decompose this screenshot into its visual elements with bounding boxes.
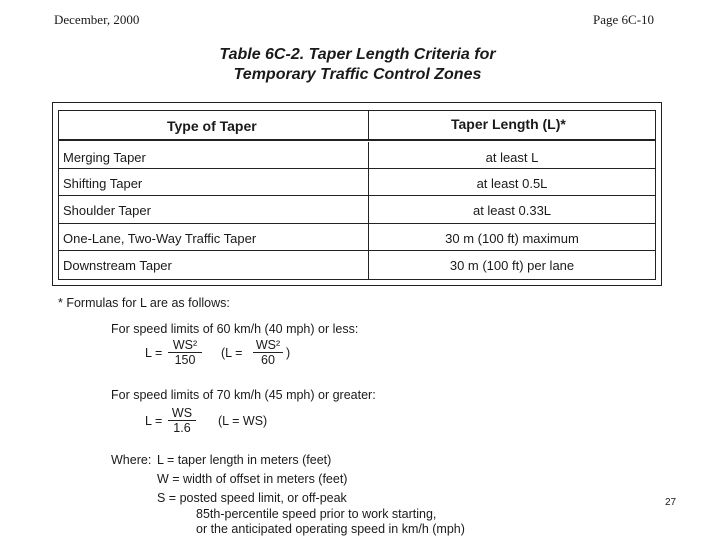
low-speed-fraction: [168, 338, 202, 367]
fraction-numerator: WS: [168, 406, 196, 421]
taper-table: [58, 110, 656, 280]
fraction-denominator: 60: [261, 353, 275, 367]
table-row: [59, 251, 655, 279]
alt-l-equals: (L =: [221, 346, 243, 360]
low-speed-alt-fraction: [253, 338, 283, 367]
where-s-definition-cont: or the anticipated operating speed in km/h (mph): [196, 522, 465, 536]
table-row: [59, 142, 655, 169]
taper-type: Downstream Taper: [63, 258, 172, 273]
taper-type: Merging Taper: [63, 150, 146, 165]
table-row: [59, 224, 655, 251]
fraction-numerator: WS²: [168, 338, 202, 353]
fraction-numerator: WS²: [253, 338, 283, 353]
taper-type: Shifting Taper: [63, 176, 143, 191]
taper-length: 30 m (100 ft) per lane: [449, 258, 575, 273]
where-label: Where:: [111, 453, 152, 467]
taper-type: Shoulder Taper: [63, 203, 151, 218]
slide-number: 27: [665, 497, 677, 508]
column-header-type: Type of Taper: [167, 118, 257, 134]
table-header-row: [59, 111, 655, 141]
header-date: December, 2000: [54, 12, 140, 27]
where-s-definition: S = posted speed limit, or off-peak: [157, 491, 347, 505]
table-title: [0, 45, 720, 85]
taper-length: 30 m (100 ft) maximum: [445, 231, 579, 246]
paren-close: ): [286, 346, 291, 360]
title-line-1: Table 6C-2. Taper Length Criteria for: [219, 46, 496, 63]
formulas-heading: * Formulas for L are as follows:: [58, 296, 230, 310]
low-speed-label: For speed limits of 60 km/h (40 mph) or less:: [111, 322, 359, 336]
table-row: [59, 169, 655, 196]
table-row: [59, 196, 655, 224]
taper-length: at least 0.5L: [476, 176, 548, 191]
low-speed-l-equals: L =: [145, 346, 163, 360]
fraction-denominator: 150: [174, 353, 196, 367]
title-line-2: Temporary Traffic Control Zones: [233, 66, 482, 83]
where-l-definition: L = taper length in meters (feet): [157, 453, 332, 467]
where-w-definition: W = width of offset in meters (feet): [157, 472, 348, 486]
high-speed-l-equals: L =: [145, 414, 163, 428]
high-speed-label: For speed limits of 70 km/h (45 mph) or greater:: [111, 388, 376, 402]
column-header-length: Taper Length (L)*: [451, 116, 566, 132]
header-page: Page 6C-10: [593, 12, 655, 27]
fraction-denominator: 1.6: [173, 421, 191, 435]
high-speed-fraction: [168, 406, 196, 435]
high-speed-alt: (L = WS): [218, 414, 268, 428]
taper-length: at least 0.33L: [472, 203, 552, 218]
where-s-definition-cont: 85th-percentile speed prior to work starting,: [196, 507, 437, 521]
taper-length: at least L: [485, 150, 539, 165]
taper-type: One-Lane, Two-Way Traffic Taper: [63, 231, 257, 246]
